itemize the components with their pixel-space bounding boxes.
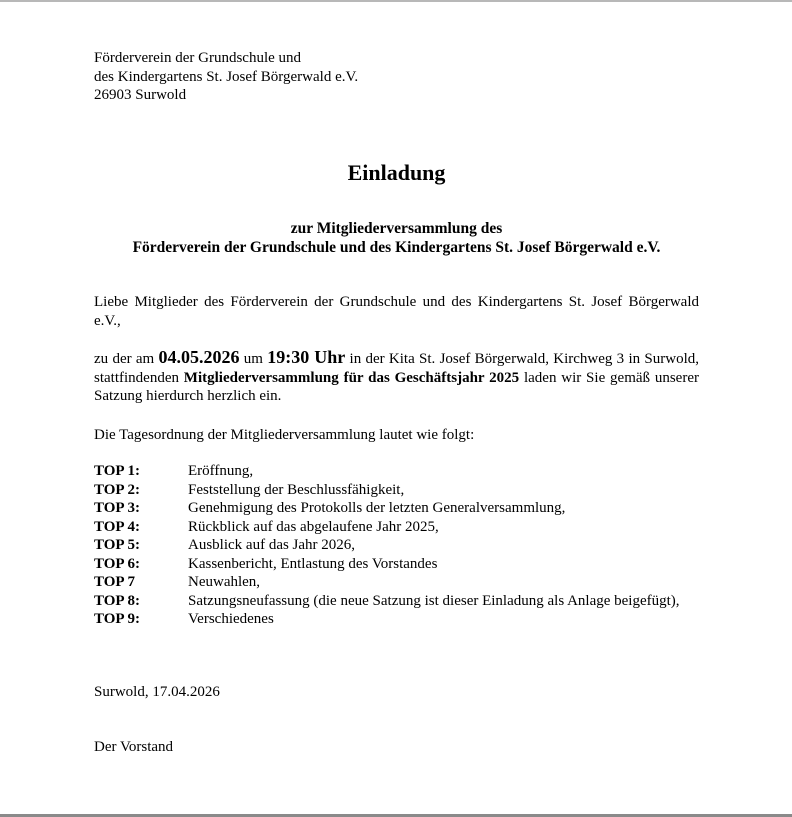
sender-line: 26903 Surwold [94,87,187,103]
agenda-text: Feststellung der Beschlussfähigkeit, [188,481,405,498]
agenda-item [94,573,699,592]
meeting-time: 19:30 Uhr [267,347,346,367]
agenda-text: Kassenbericht, Entlastung des Vorstandes [188,555,438,572]
invitation-text: zu der am [94,351,159,367]
agenda-key: TOP 6: [94,555,140,572]
subtitle-line: zur Mitgliederversammlung des [290,220,503,237]
meeting-date: 04.05.2026 [158,347,240,367]
subtitle-line: Förderverein der Grundschule und des Kindergartens St. Josef Börgerwald e.V. [132,239,661,256]
agenda-text: Rückblick auf das abgelaufene Jahr 2025, [188,518,439,535]
agenda-key: TOP 4: [94,518,140,535]
sender-line: des Kindergartens St. Josef Börgerwald e.V. [94,68,359,85]
agenda-item [94,536,699,555]
document-subtitle [94,219,699,257]
agenda-key: TOP 8: [94,592,140,609]
agenda-key: TOP 3: [94,500,140,516]
sender-line: Förderverein der Grundschule und [94,50,302,66]
document-title: Einladung [347,160,446,185]
signature: Der Vorstand [94,739,174,755]
agenda-key: TOP 7 [94,574,135,590]
agenda-item [94,610,699,629]
agenda-item [94,555,699,574]
agenda-list [94,462,699,629]
agenda-text: Neuwahlen, [188,574,261,590]
agenda-text: Verschiedenes [188,611,274,627]
agenda-text: Genehmigung des Protokolls der letzten Generalversammlung, [188,500,566,516]
place-date: Surwold, 17.04.2026 [94,684,220,700]
agenda-item [94,518,699,537]
agenda-key: TOP 2: [94,481,140,498]
sender-address [94,49,358,105]
agenda-key: TOP 9: [94,611,140,627]
meeting-name: Mitgliederversammlung für das Geschäftsjahr 2025 [183,369,520,386]
agenda-key: TOP 5: [94,537,140,553]
agenda-item [94,481,699,500]
agenda-item [94,462,699,481]
agenda-item [94,592,699,611]
invitation-text: um [239,351,268,367]
greeting: Liebe Mitglieder des Förderverein der Grundschule und des Kindergartens St. Josef Börgerwald e.V., [94,294,699,329]
agenda-text: Eröffnung, [188,463,254,479]
agenda-key: TOP 1: [94,463,140,479]
invitation-paragraph [94,348,699,406]
invitation-text: in der Kita St. Josef Börgerwald, Kirchweg 3 in Surwold, stattfindenden [94,351,699,386]
window-top-border [0,0,792,2]
agenda-intro: Die Tagesordnung der Mitgliederversammlung lautet wie folgt: [94,427,475,443]
invitation-text: laden wir Sie gemäß unserer Satzung hierdurch herzlich ein. [94,369,699,404]
agenda-item [94,499,699,518]
agenda-text: Satzungsneufassung (die neue Satzung ist dieser Einladung als Anlage beigefügt), [188,592,680,609]
agenda-text: Ausblick auf das Jahr 2026, [188,537,356,553]
